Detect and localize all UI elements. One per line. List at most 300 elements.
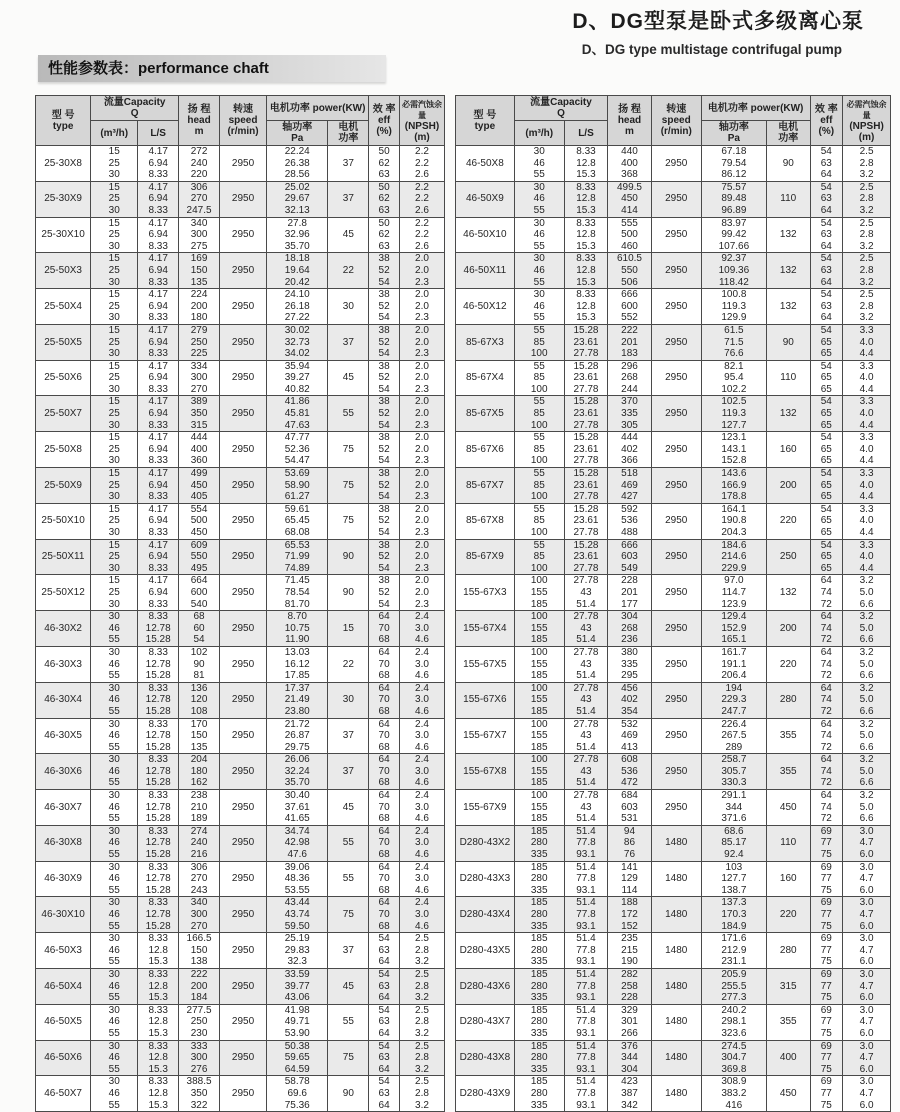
speed-rpm: 2950: [220, 754, 267, 790]
head-m: 222 201 183: [608, 324, 652, 360]
speed-rpm: 2950: [220, 503, 267, 539]
npsh-m: 3.0 4.7 6.0: [843, 1004, 891, 1040]
col-header-speed: 转速 speed (r/min): [220, 96, 267, 146]
capacity-m3h: 15 25 30: [91, 253, 138, 289]
efficiency-pct: 64 70 68: [369, 611, 400, 647]
capacity-m3h: 100 155 185: [514, 790, 564, 826]
pump-type: 25-30X9: [36, 181, 91, 217]
capacity-m3h: 15 25 30: [91, 360, 138, 396]
capacity-m3h: 15 25 30: [91, 432, 138, 468]
capacity-ls: 8.33 12.78 15.28: [138, 611, 179, 647]
speed-rpm: 1480: [651, 968, 701, 1004]
shaft-power-pa: 83.97 99.42 107.66: [701, 217, 766, 253]
capacity-m3h: 185 280 335: [514, 897, 564, 933]
motor-power-kw: 45: [328, 968, 369, 1004]
col-header-eff: 效 率 eff (%): [369, 96, 400, 146]
speed-rpm: 2950: [220, 825, 267, 861]
shaft-power-pa: 30.02 32.73 34.02: [267, 324, 328, 360]
npsh-m: 2.5 2.8 3.2: [843, 217, 891, 253]
capacity-m3h: 55 85 100: [514, 539, 564, 575]
pump-type: 46-50X9: [456, 181, 515, 217]
pump-row: [36, 253, 445, 289]
shaft-power-pa: 67.18 79.54 86.12: [701, 146, 766, 182]
head-m: 666 603 549: [608, 539, 652, 575]
head-m: 333 300 276: [179, 1040, 220, 1076]
pump-type: D280-43X6: [456, 968, 515, 1004]
speed-rpm: 2950: [651, 718, 701, 754]
shaft-power-pa: 194 229.3 247.7: [701, 682, 766, 718]
npsh-m: 2.0 2.0 2.3: [399, 396, 444, 432]
shaft-power-pa: 22.24 26.38 28.56: [267, 146, 328, 182]
pump-type: D280-43X9: [456, 1076, 515, 1112]
head-m: 555 500 460: [608, 217, 652, 253]
shaft-power-pa: 25.02 29.67 32.13: [267, 181, 328, 217]
motor-power-kw: 200: [767, 611, 811, 647]
pump-type: 155-67X9: [456, 790, 515, 826]
capacity-ls: 15.28 23.61 27.78: [564, 503, 608, 539]
col-header-power: 电机功率 power(KW): [267, 96, 369, 121]
pump-type: 46-50X4: [36, 968, 91, 1004]
efficiency-pct: 38 52 54: [369, 503, 400, 539]
npsh-m: 2.0 2.0 2.3: [399, 503, 444, 539]
pump-row: [36, 181, 445, 217]
head-m: 340 300 270: [179, 897, 220, 933]
head-m: 304 268 236: [608, 611, 652, 647]
pump-row: [36, 146, 445, 182]
efficiency-pct: 69 77 75: [810, 933, 843, 969]
col-header-ls: L/S: [564, 121, 608, 146]
efficiency-pct: 64 70 68: [369, 646, 400, 682]
capacity-ls: 27.78 43 51.4: [564, 754, 608, 790]
shaft-power-pa: 53.69 58.90 61.27: [267, 468, 328, 504]
pump-type: 25-50X8: [36, 432, 91, 468]
head-m: 388.5 350 322: [179, 1076, 220, 1112]
npsh-m: 2.0 2.0 2.3: [399, 575, 444, 611]
npsh-m: 2.5 2.8 3.2: [843, 181, 891, 217]
speed-rpm: 2950: [651, 360, 701, 396]
pump-row: [36, 754, 445, 790]
motor-power-kw: 75: [328, 432, 369, 468]
motor-power-kw: 110: [767, 181, 811, 217]
motor-power-kw: 132: [767, 396, 811, 432]
capacity-m3h: 30 46 55: [91, 897, 138, 933]
motor-power-kw: 110: [767, 360, 811, 396]
pump-type: 85-67X4: [456, 360, 515, 396]
npsh-m: 2.0 2.0 2.3: [399, 468, 444, 504]
motor-power-kw: 37: [328, 146, 369, 182]
npsh-m: 2.0 2.0 2.3: [399, 432, 444, 468]
efficiency-pct: 64 74 72: [810, 754, 843, 790]
pump-type: 46-30X10: [36, 897, 91, 933]
efficiency-pct: 50 62 63: [369, 181, 400, 217]
pump-row: [36, 360, 445, 396]
efficiency-pct: 54 65 65: [810, 396, 843, 432]
speed-rpm: 2950: [220, 217, 267, 253]
head-m: 204 180 162: [179, 754, 220, 790]
motor-power-kw: 220: [767, 646, 811, 682]
col-header-head: 扬 程 head m: [608, 96, 652, 146]
pump-type: 155-67X6: [456, 682, 515, 718]
head-m: 222 200 184: [179, 968, 220, 1004]
efficiency-pct: 64 70 68: [369, 718, 400, 754]
pump-type: D280-43X7: [456, 1004, 515, 1040]
speed-rpm: 2950: [220, 181, 267, 217]
head-m: 136 120 108: [179, 682, 220, 718]
capacity-m3h: 55 85 100: [514, 503, 564, 539]
capacity-m3h: 185 280 335: [514, 968, 564, 1004]
speed-rpm: 2950: [220, 289, 267, 325]
pump-type: 155-67X7: [456, 718, 515, 754]
page-title-zh: D、DG型泵是卧式多级离心泵: [572, 10, 864, 33]
npsh-m: 3.0 4.7 6.0: [843, 825, 891, 861]
capacity-ls: 8.33 12.78 15.28: [138, 897, 179, 933]
speed-rpm: 1480: [651, 1076, 701, 1112]
col-header-head: 扬 程 head m: [179, 96, 220, 146]
pump-type: D280-43X2: [456, 825, 515, 861]
capacity-m3h: 185 280 335: [514, 825, 564, 861]
efficiency-pct: 69 77 75: [810, 1040, 843, 1076]
efficiency-pct: 64 70 68: [369, 825, 400, 861]
pump-row: [36, 646, 445, 682]
page-title-block: [572, 5, 864, 58]
shaft-power-pa: 137.3 170.3 184.9: [701, 897, 766, 933]
pump-row: [456, 933, 891, 969]
head-m: 296 268 244: [608, 360, 652, 396]
capacity-ls: 4.17 6.94 8.33: [138, 539, 179, 575]
pump-row: [456, 790, 891, 826]
speed-rpm: 2950: [651, 468, 701, 504]
pump-row: [456, 324, 891, 360]
pump-row: [36, 718, 445, 754]
npsh-m: 2.4 3.0 4.6: [399, 611, 444, 647]
capacity-ls: 8.33 12.8 15.3: [138, 1040, 179, 1076]
head-m: 277.5 250 230: [179, 1004, 220, 1040]
pump-row: [456, 360, 891, 396]
npsh-m: 3.2 5.0 6.6: [843, 575, 891, 611]
capacity-ls: 4.17 6.94 8.33: [138, 289, 179, 325]
speed-rpm: 2950: [220, 790, 267, 826]
efficiency-pct: 54 63 64: [369, 1004, 400, 1040]
npsh-m: 3.2 5.0 6.6: [843, 646, 891, 682]
pump-row: [456, 1004, 891, 1040]
efficiency-pct: 64 70 68: [369, 897, 400, 933]
shaft-power-pa: 59.61 65.45 68.08: [267, 503, 328, 539]
motor-power-kw: 450: [767, 790, 811, 826]
head-m: 306 270 243: [179, 861, 220, 897]
shaft-power-pa: 24.10 26.18 27.22: [267, 289, 328, 325]
capacity-ls: 51.4 77.8 93.1: [564, 1076, 608, 1112]
capacity-m3h: 100 155 185: [514, 718, 564, 754]
motor-power-kw: 37: [328, 718, 369, 754]
npsh-m: 2.4 3.0 4.6: [399, 897, 444, 933]
capacity-m3h: 30 46 55: [514, 146, 564, 182]
motor-power-kw: 37: [328, 324, 369, 360]
pump-row: [456, 468, 891, 504]
capacity-m3h: 30 46 55: [91, 682, 138, 718]
efficiency-pct: 54 65 65: [810, 539, 843, 575]
capacity-m3h: 15 25 30: [91, 146, 138, 182]
speed-rpm: 2950: [651, 217, 701, 253]
pump-type: 85-67X7: [456, 468, 515, 504]
efficiency-pct: 54 63 64: [810, 146, 843, 182]
col-header-npsh: 必需汽蚀余量 (NPSH) (m): [399, 96, 444, 146]
efficiency-pct: 64 74 72: [810, 575, 843, 611]
shaft-power-pa: 92.37 109.36 118.42: [701, 253, 766, 289]
efficiency-pct: 50 62 63: [369, 146, 400, 182]
pump-type: 25-50X9: [36, 468, 91, 504]
pump-type: 85-67X9: [456, 539, 515, 575]
shaft-power-pa: 184.6 214.6 229.9: [701, 539, 766, 575]
pump-type: 85-67X5: [456, 396, 515, 432]
motor-power-kw: 22: [328, 253, 369, 289]
capacity-m3h: 185 280 335: [514, 1004, 564, 1040]
speed-rpm: 1480: [651, 825, 701, 861]
speed-rpm: 2950: [220, 1040, 267, 1076]
efficiency-pct: 69 77 75: [810, 825, 843, 861]
motor-power-kw: 220: [767, 897, 811, 933]
shaft-power-pa: 100.8 119.3 129.9: [701, 289, 766, 325]
npsh-m: 3.0 4.7 6.0: [843, 968, 891, 1004]
col-header-capacity: 流量Capacity Q: [91, 96, 179, 121]
head-m: 170 150 135: [179, 718, 220, 754]
capacity-m3h: 30 46 55: [91, 718, 138, 754]
capacity-ls: 27.78 43 51.4: [564, 718, 608, 754]
table-header: [456, 96, 891, 146]
npsh-m: 2.5 2.8 3.2: [399, 933, 444, 969]
capacity-m3h: 185 280 335: [514, 861, 564, 897]
speed-rpm: 2950: [651, 646, 701, 682]
pump-row: [36, 324, 445, 360]
capacity-ls: 4.17 6.94 8.33: [138, 217, 179, 253]
npsh-m: 3.3 4.0 4.4: [843, 360, 891, 396]
head-m: 340 300 275: [179, 217, 220, 253]
pump-type: 46-30X2: [36, 611, 91, 647]
col-header-npsh: 必需汽蚀余量 (NPSH) (m): [843, 96, 891, 146]
motor-power-kw: 55: [328, 861, 369, 897]
shaft-power-pa: 50.38 59.65 64.59: [267, 1040, 328, 1076]
col-header-shaft-power: 轴功率 Pa: [701, 121, 766, 146]
pump-row: [36, 289, 445, 325]
capacity-ls: 8.33 12.78 15.28: [138, 682, 179, 718]
head-m: 334 300 270: [179, 360, 220, 396]
pump-type: 25-30X8: [36, 146, 91, 182]
capacity-ls: 8.33 12.8 15.3: [564, 146, 608, 182]
npsh-m: 3.0 4.7 6.0: [843, 861, 891, 897]
motor-power-kw: 37: [328, 933, 369, 969]
pump-type: 46-30X9: [36, 861, 91, 897]
page-title-en: D、DG type multistage contrifugal pump: [581, 42, 842, 57]
pump-row: [36, 468, 445, 504]
pump-type: 46-30X3: [36, 646, 91, 682]
capacity-ls: 4.17 6.94 8.33: [138, 503, 179, 539]
efficiency-pct: 38 52 54: [369, 396, 400, 432]
col-header-power: 电机功率 power(KW): [701, 96, 810, 121]
speed-rpm: 2950: [220, 396, 267, 432]
capacity-m3h: 55 85 100: [514, 396, 564, 432]
capacity-m3h: 15 25 30: [91, 289, 138, 325]
motor-power-kw: 280: [767, 933, 811, 969]
capacity-ls: 51.4 77.8 93.1: [564, 825, 608, 861]
motor-power-kw: 400: [767, 1040, 811, 1076]
pump-row: [36, 1076, 445, 1112]
motor-power-kw: 90: [767, 146, 811, 182]
pump-type: 25-50X6: [36, 360, 91, 396]
shaft-power-pa: 308.9 383.2 416: [701, 1076, 766, 1112]
capacity-m3h: 15 25 30: [91, 181, 138, 217]
pump-row: [456, 539, 891, 575]
speed-rpm: 2950: [651, 611, 701, 647]
motor-power-kw: 90: [328, 575, 369, 611]
shaft-power-pa: 291.1 344 371.6: [701, 790, 766, 826]
capacity-m3h: 100 155 185: [514, 575, 564, 611]
capacity-ls: 15.28 23.61 27.78: [564, 396, 608, 432]
pump-type: 46-30X8: [36, 825, 91, 861]
speed-rpm: 2950: [220, 253, 267, 289]
col-header-motor-power: 电机 功率: [767, 121, 811, 146]
motor-power-kw: 75: [328, 897, 369, 933]
capacity-m3h: 30 46 55: [91, 754, 138, 790]
capacity-m3h: 55 85 100: [514, 432, 564, 468]
npsh-m: 2.5 2.8 3.2: [399, 968, 444, 1004]
efficiency-pct: 54 65 65: [810, 432, 843, 468]
speed-rpm: 2950: [220, 360, 267, 396]
motor-power-kw: 315: [767, 968, 811, 1004]
capacity-m3h: 30 46 55: [514, 289, 564, 325]
npsh-m: 3.3 4.0 4.4: [843, 324, 891, 360]
shaft-power-pa: 18.18 19.64 20.42: [267, 253, 328, 289]
pump-row: [36, 611, 445, 647]
pump-type: D280-43X3: [456, 861, 515, 897]
motor-power-kw: 55: [328, 396, 369, 432]
motor-power-kw: 45: [328, 217, 369, 253]
head-m: 499 450 405: [179, 468, 220, 504]
capacity-ls: 8.33 12.78 15.28: [138, 646, 179, 682]
shaft-power-pa: 34.74 42.98 47.6: [267, 825, 328, 861]
efficiency-pct: 38 52 54: [369, 324, 400, 360]
speed-rpm: 1480: [651, 1004, 701, 1040]
npsh-m: 2.5 2.8 3.2: [843, 253, 891, 289]
capacity-m3h: 30 46 55: [91, 1040, 138, 1076]
head-m: 440 400 368: [608, 146, 652, 182]
pump-row: [456, 968, 891, 1004]
capacity-m3h: 55 85 100: [514, 468, 564, 504]
head-m: 274 240 216: [179, 825, 220, 861]
capacity-m3h: 100 155 185: [514, 611, 564, 647]
npsh-m: 2.5 2.8 3.2: [399, 1040, 444, 1076]
shaft-power-pa: 41.86 45.81 47.63: [267, 396, 328, 432]
speed-rpm: 2950: [651, 289, 701, 325]
capacity-m3h: 30 46 55: [91, 933, 138, 969]
speed-rpm: 2950: [651, 181, 701, 217]
capacity-ls: 8.33 12.8 15.3: [138, 1076, 179, 1112]
capacity-m3h: 100 155 185: [514, 682, 564, 718]
col-header-speed: 转速 speed (r/min): [651, 96, 701, 146]
head-m: 282 258 228: [608, 968, 652, 1004]
performance-table-left: [35, 95, 445, 1112]
pump-row: [36, 503, 445, 539]
pump-row: [456, 432, 891, 468]
efficiency-pct: 64 74 72: [810, 790, 843, 826]
capacity-m3h: 30 46 55: [514, 253, 564, 289]
shaft-power-pa: 61.5 71.5 76.6: [701, 324, 766, 360]
motor-power-kw: 132: [767, 217, 811, 253]
capacity-ls: 27.78 43 51.4: [564, 646, 608, 682]
shaft-power-pa: 226.4 267.5 289: [701, 718, 766, 754]
capacity-ls: 8.33 12.8 15.3: [564, 289, 608, 325]
shaft-power-pa: 103 127.7 138.7: [701, 861, 766, 897]
speed-rpm: 2950: [220, 611, 267, 647]
capacity-ls: 4.17 6.94 8.33: [138, 575, 179, 611]
col-header-motor-power: 电机 功率: [328, 121, 369, 146]
speed-rpm: 2950: [651, 539, 701, 575]
motor-power-kw: 220: [767, 503, 811, 539]
motor-power-kw: 90: [328, 539, 369, 575]
capacity-m3h: 15 25 30: [91, 575, 138, 611]
pump-type: D280-43X5: [456, 933, 515, 969]
pump-row: [36, 682, 445, 718]
shaft-power-pa: 65.53 71.99 74.89: [267, 539, 328, 575]
efficiency-pct: 38 52 54: [369, 468, 400, 504]
pump-row: [36, 790, 445, 826]
pump-type: 25-50X7: [36, 396, 91, 432]
efficiency-pct: 54 65 65: [810, 324, 843, 360]
npsh-m: 3.3 4.0 4.4: [843, 468, 891, 504]
pump-row: [456, 611, 891, 647]
shaft-power-pa: 274.5 304.7 369.8: [701, 1040, 766, 1076]
shaft-power-pa: 164.1 190.8 204.3: [701, 503, 766, 539]
pump-type: 46-50X8: [456, 146, 515, 182]
capacity-ls: 8.33 12.8 15.3: [564, 181, 608, 217]
capacity-m3h: 55 85 100: [514, 324, 564, 360]
npsh-m: 2.2 2.2 2.6: [399, 217, 444, 253]
pump-type: 25-30X10: [36, 217, 91, 253]
shaft-power-pa: 21.72 26.87 29.75: [267, 718, 328, 754]
head-m: 532 469 413: [608, 718, 652, 754]
shaft-power-pa: 258.7 305.7 330.3: [701, 754, 766, 790]
capacity-m3h: 15 25 30: [91, 217, 138, 253]
pump-type: 46-30X6: [36, 754, 91, 790]
capacity-ls: 8.33 12.78 15.28: [138, 718, 179, 754]
motor-power-kw: 355: [767, 754, 811, 790]
head-m: 228 201 177: [608, 575, 652, 611]
pump-type: D280-43X8: [456, 1040, 515, 1076]
efficiency-pct: 54 63 64: [369, 968, 400, 1004]
capacity-m3h: 100 155 185: [514, 754, 564, 790]
capacity-m3h: 100 155 185: [514, 646, 564, 682]
pump-row: [456, 1040, 891, 1076]
efficiency-pct: 69 77 75: [810, 861, 843, 897]
head-m: 592 536 488: [608, 503, 652, 539]
capacity-ls: 27.78 43 51.4: [564, 575, 608, 611]
performance-table-right: [455, 95, 891, 1112]
pump-type: 46-50X7: [36, 1076, 91, 1112]
col-header-m3h: (m³/h): [514, 121, 564, 146]
pump-type: 46-50X10: [456, 217, 515, 253]
pump-type: 46-50X12: [456, 289, 515, 325]
npsh-m: 2.0 2.0 2.3: [399, 539, 444, 575]
head-m: 279 250 225: [179, 324, 220, 360]
capacity-ls: 51.4 77.8 93.1: [564, 897, 608, 933]
pump-type: 46-30X5: [36, 718, 91, 754]
npsh-m: 2.4 3.0 4.6: [399, 790, 444, 826]
efficiency-pct: 54 63 64: [369, 1076, 400, 1112]
pump-row: [456, 825, 891, 861]
pump-type: 25-50X10: [36, 503, 91, 539]
capacity-ls: 4.17 6.94 8.33: [138, 360, 179, 396]
efficiency-pct: 54 63 64: [810, 181, 843, 217]
capacity-ls: 27.78 43 51.4: [564, 790, 608, 826]
pump-row: [456, 396, 891, 432]
